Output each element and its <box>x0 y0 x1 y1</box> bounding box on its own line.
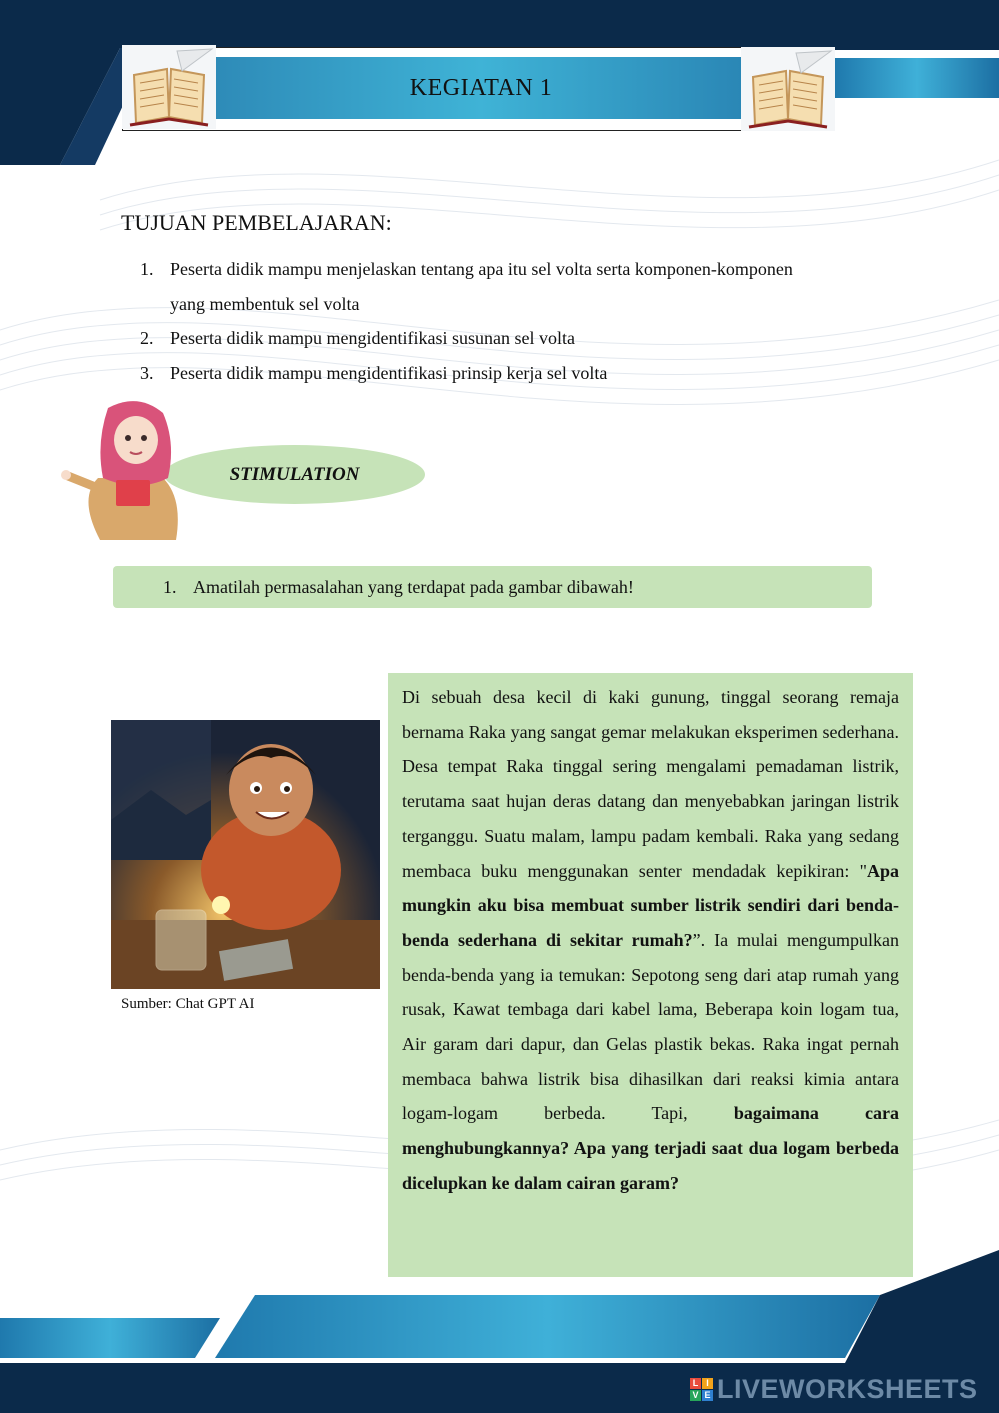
list-item <box>140 356 880 391</box>
instruction-number: 1. <box>163 576 177 597</box>
stimulation-badge: STIMULATION <box>164 445 425 504</box>
logo-letter: E <box>702 1390 713 1401</box>
story-question: bagaimana cara menghubungkannya? Apa yang terjadi saat dua logam berbeda dicelupkan ke dalam cairan garam? <box>402 1103 900 1193</box>
logo-letter: L <box>690 1378 701 1389</box>
story-text: ”. Ia mulai mengumpulkan benda-benda yang ia temukan: Sepotong seng dari atap rumah yang rusak, Kawat tembaga dari kabel lama, Beberapa koin logam tua, Air garam dari dapur, dan Gelas plastik bekas. Raka ingat pernah membaca bahwa listrik bisa dihasilkan dari reaksi kimia antara logam-logam berbeda. Tapi, <box>402 929 899 1124</box>
objectives-title: TUJUAN PEMBELAJARAN: <box>121 210 392 235</box>
item-text <box>170 252 793 321</box>
story-quote-mark: " <box>859 860 867 881</box>
story-text: Di sebuah desa kecil di kaki gunung, tinggal seorang remaja bernama Raka yang sangat gemar melakukan eksperimen sederhana. Desa tempat Raka tinggal sering mengalami pemadaman listrik, terutama saat hujan deras datang dan menyebabkan jaringan listrik terganggu. Suatu malam, lampu padam kembali. Raka yang sedang membaca buku menggunakan senter mendadak kepikiran: <box>402 687 899 881</box>
item-text-line: Peserta didik mampu menjelaskan tentang apa itu sel volta serta komponen-komponen <box>170 259 793 279</box>
open-book-icon <box>741 47 835 131</box>
story-question: Apa mungkin aku bisa membuat sumber listrik sendiri dari benda-benda sederhana di sekitar rumah? <box>402 860 899 950</box>
boy-experiment-image <box>111 720 380 989</box>
page-title: KEGIATAN 1 <box>409 74 553 101</box>
liveworksheets-grid-icon <box>690 1378 713 1401</box>
open-book-icon <box>122 45 216 129</box>
liveworksheets-text: LIVEWORKSHEETS <box>717 1373 978 1404</box>
list-item <box>140 321 880 356</box>
liveworksheets-logo <box>690 1374 978 1404</box>
item-number: 2. <box>140 328 154 348</box>
item-text: Peserta didik mampu mengidentifikasi susunan sel volta <box>170 328 575 348</box>
logo-letter: I <box>702 1378 713 1389</box>
objectives-list <box>140 252 880 390</box>
item-text: Peserta didik mampu mengidentifikasi prinsip kerja sel volta <box>170 362 608 383</box>
item-number: 3. <box>140 362 154 383</box>
story-paragraph <box>402 680 899 1201</box>
item-number: 1. <box>140 259 154 279</box>
story-box <box>388 673 913 1277</box>
item-text-line: yang membentuk sel volta <box>170 293 360 314</box>
instruction-box <box>113 566 872 608</box>
list-item <box>140 252 880 321</box>
teacher-illustration <box>58 398 188 540</box>
instruction-text: Amatilah permasalahan yang terdapat pada gambar dibawah! <box>193 576 634 597</box>
image-caption: Sumber: Chat GPT AI <box>121 996 255 1012</box>
logo-letter: V <box>690 1390 701 1401</box>
